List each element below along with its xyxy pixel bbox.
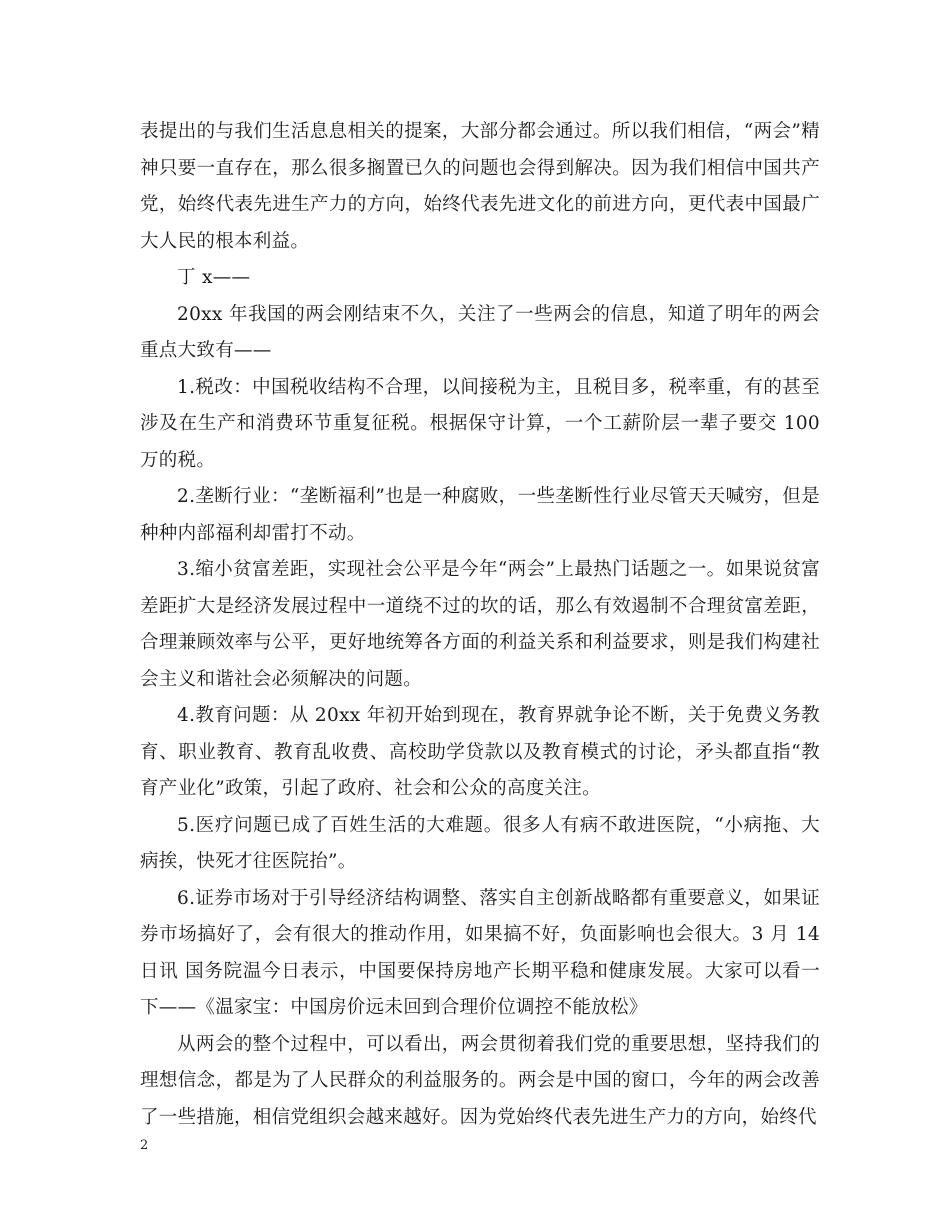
paragraph-conclusion: 从两会的整个过程中，可以看出，两会贯彻着我们党的重要思想，坚持我们的理想信念，都是为了人民群众的利益服务的。两会是中国的窗口，今年的两会改善了一些措施，相信党组织会越来越好。因为党始终代表先进生产力的方向，始终代 <box>140 1033 820 1128</box>
paragraph-item-3: 3.缩小贫富差距，实现社会公平是今年“两会”上最热门话题之一。如果说贫富差距扩大是经济发展过程中一道绕不过的坎的话，那么有效遏制不合理贫富差距，合理兼顾效率与公平，更好地统筹各方面的利益关系和利益要求，则是我们构建社会主义和谐社会必须解决的问题。 <box>140 559 820 690</box>
paragraph-item-5: 5.医疗问题已成了百姓生活的大难题。很多人有病不敢进医院，“小病拖、大病挨，快死才往医院抬”。 <box>140 814 820 872</box>
paragraph-item-6: 6.证券市场对于引导经济结构调整、落实自主创新战略都有重要意义，如果证券市场搞好了，会有很大的推动作用，如果搞不好，负面影响也会很大。3 月 14 日讯 国务院温今日表示，中国要保持房地产长期平稳和健康发展。大家可以看一下——《温家宝：中国房价远未回到合理价位调控不能放松》 <box>140 887 820 1018</box>
document-body <box>140 114 820 1136</box>
paragraph-item-4: 4.教育问题：从 20xx 年初开始到现在，教育界就争论不断，关于免费义务教育、职业教育、教育乱收费、高校助学贷款以及教育模式的讨论，矛头都直指“教育产业化”政策，引起了政府、社会和公众的高度关注。 <box>140 705 820 799</box>
paragraph-item-1: 1.税改：中国税收结构不合理，以间接税为主，且税目多，税率重，有的甚至涉及在生产和消费环节重复征税。根据保守计算，一个工薪阶层一辈子要交 100 万的税。 <box>140 376 820 471</box>
paragraph-continuation: 表提出的与我们生活息息相关的提案，大部分都会通过。所以我们相信，“两会”精神只要一直存在，那么很多搁置已久的问题也会得到解决。因为我们相信中国共产党，始终代表先进生产力的方向，始终代表先进文化的前进方向，更代表中国最广大人民的根本利益。 <box>140 121 820 252</box>
paragraph-intro: 20xx 年我国的两会刚结束不久，关注了一些两会的信息，知道了明年的两会重点大致有—— <box>140 303 820 361</box>
page-number: 2 <box>140 1138 149 1153</box>
paragraph-author: 丁 x—— <box>177 267 251 288</box>
paragraph-item-2: 2.垄断行业：“垄断福利”也是一种腐败，一些垄断性行业尽管天天喊穷，但是种种内部福利却雷打不动。 <box>140 486 820 544</box>
